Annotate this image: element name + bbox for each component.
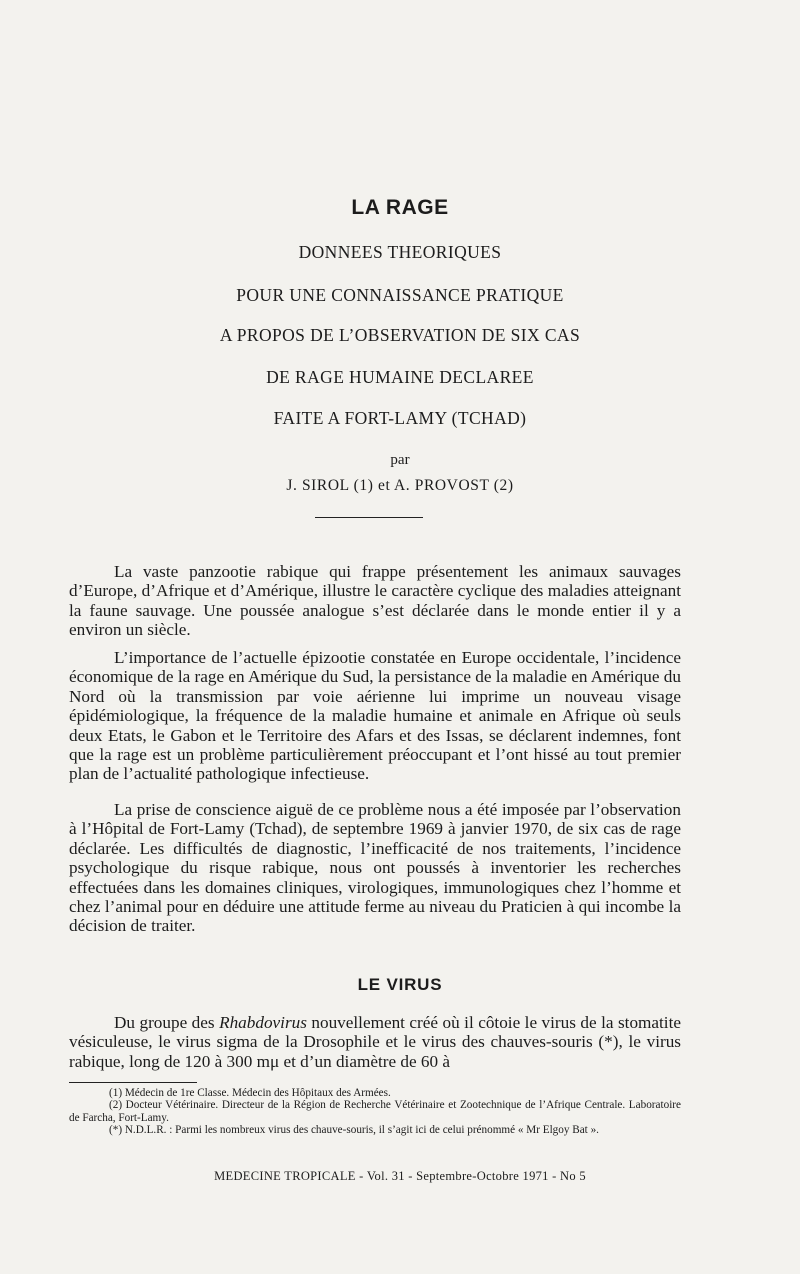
subtitle-line-4: DE RAGE HUMAINE DECLAREE bbox=[266, 367, 534, 387]
paragraph-2 bbox=[69, 648, 681, 784]
paragraph-4-genus: Rhabdovirus bbox=[219, 1013, 307, 1032]
subtitle-line-2: POUR UNE CONNAISSANCE PRATIQUE bbox=[236, 285, 564, 305]
footnote-divider bbox=[69, 1082, 197, 1083]
authors: J. SIROL (1) et A. PROVOST (2) bbox=[286, 477, 514, 494]
article-title: LA RAGE bbox=[351, 196, 449, 219]
title-divider bbox=[315, 517, 423, 518]
footnote-3: (*) N.D.L.R. : Parmi les nombreux virus des chauve-souris, il s’agit ici de celui prénommé « Mr Elgoy Bat ». bbox=[109, 1123, 599, 1136]
subtitle-line-1: DONNEES THEORIQUES bbox=[298, 242, 502, 262]
paragraph-2-text: L’importance de l’actuelle épizootie constatée en Europe occidentale, l’incidence économique de la rage en Amérique du Sud, la persistance de la maladie en Amérique du Nord où la transmission par voie aérienne lui imprime un nouveau visage épidémiologique, la fréquence de la maladie humaine et animale en Afrique où seuls deux Etats, le Gabon et le Territoire des Afars et des Issas, se déclarent indemnes, font que la rage est un problème particulièrement préoccupant et l’ont hissé au tout premier plan de l’actualité pathologique infectieuse. bbox=[69, 648, 681, 784]
footnote-1: (1) Médecin de 1re Classe. Médecin des Hôpitaux des Armées. bbox=[109, 1087, 391, 1099]
subtitle-line-3: A PROPOS DE L’OBSERVATION DE SIX CAS bbox=[219, 325, 581, 345]
section-heading: LE VIRUS bbox=[357, 975, 443, 994]
footnotes bbox=[69, 1087, 681, 1136]
byline-par: par bbox=[390, 452, 410, 468]
paragraph-4-rest: nouvellement créé où il côtoie le virus de la stomatite vésiculeuse, le virus sigma de la Drosophile et le virus des chauves-souris (*), le virus rabique, long de 120 à 300 mμ et d’un diamètre de 60 à bbox=[69, 1013, 681, 1071]
paragraph-3-text: La prise de conscience aiguë de ce problème nous a été imposée par l’observation à l’Hôpital de Fort-Lamy (Tchad), de septembre 1969 à janvier 1970, de six cas de rage déclarée. Les difficultés de diagnostic, l’inefficacité de nos traitements, l’incidence psychologique du risque rabique, nous ont poussés à inventorier les recherches effectuées dans les domaines cliniques, virologiques, immunologiques chez l’homme et chez l’animal pour en déduire une attitude ferme au niveau du Praticien à qui incombe la décision de traiter. bbox=[69, 800, 681, 936]
journal-footer: MEDECINE TROPICALE - Vol. 31 - Septembre-Octobre 1971 - No 5 bbox=[214, 1169, 586, 1183]
paragraph-1 bbox=[69, 562, 681, 640]
paragraph-1-text: La vaste panzootie rabique qui frappe présentement les animaux sauvages d’Europe, d’Afrique et d’Amérique, illustre le caractère cyclique des maladies atteignant la faune sauvage. Une poussée analogue s’est déclarée dans le monde entier il y a environ un siècle. bbox=[69, 562, 681, 640]
footnote-2: (2) Docteur Vétérinaire. Directeur de la Région de Recherche Vétérinaire et Zootechnique de l’Afrique Centrale. Laboratoire de Farcha, Fort-Lamy. bbox=[69, 1099, 681, 1124]
paragraph-4-start: Du groupe des bbox=[114, 1013, 220, 1032]
paragraph-4-text bbox=[69, 1013, 681, 1071]
paragraph-4 bbox=[69, 1013, 681, 1071]
subtitle-line-5: FAITE A FORT-LAMY (TCHAD) bbox=[273, 408, 527, 428]
paragraph-3 bbox=[69, 800, 681, 936]
